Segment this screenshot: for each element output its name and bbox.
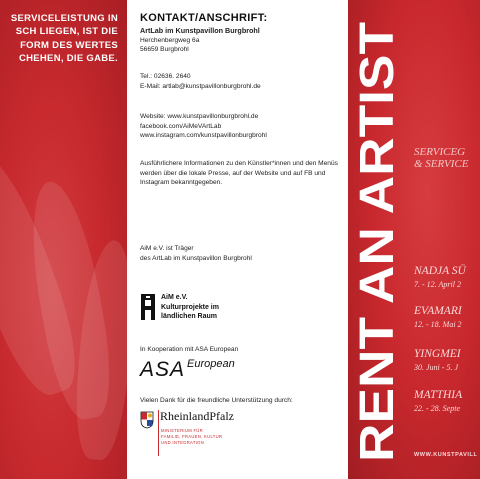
carrier-line: des ArtLab im Kunstpavillon Burgbrohl — [140, 254, 252, 262]
thanks-text: Vielen Dank für die freundliche Unterstützung durch: — [140, 397, 293, 404]
artist-date: 7. - 12. April 2 — [414, 280, 461, 289]
rlp-crest-icon — [140, 411, 154, 429]
contact-lines — [140, 72, 340, 91]
cover-panel — [348, 0, 480, 479]
cover-title — [348, 0, 406, 479]
left-line: SERVICELEISTUNG IN — [10, 13, 118, 24]
asa-logo — [140, 358, 235, 382]
subtitle-line: & SERVICE — [414, 158, 469, 170]
rlp-sub-line: FAMILIE, FRAUEN, KULTUR — [161, 434, 223, 439]
carrier-line: AiM e.V. ist Träger — [140, 245, 194, 252]
left-line: CHEHEN, DIE GABE. — [18, 53, 118, 65]
asa-logo-main: ASA — [140, 358, 186, 381]
subtitle — [414, 146, 468, 170]
artist-name: YINGMEI — [414, 348, 461, 360]
artist-name: MATTHIA — [414, 389, 463, 401]
left-panel — [0, 0, 127, 479]
artist-name: NADJA SÜ — [414, 265, 466, 277]
subtitle-line: SERVICEG — [414, 146, 466, 158]
left-line: FORM DES WERTES — [20, 39, 118, 51]
carrier-text — [140, 244, 340, 263]
left-line: SCH LIEGEN, IST DIE — [15, 26, 118, 38]
street: Herchenbergweg 6a — [140, 36, 200, 44]
artist-date: 12. - 18. Mai 2 — [414, 320, 462, 329]
email-link[interactable]: E-Mail: artlab@kunstpavillonburgbrohl.de — [140, 82, 261, 90]
instagram-link[interactable]: www.instagram.com/kunstpavillonburgbrohl — [140, 132, 267, 140]
aim-logo-line: AiM e.V. — [161, 294, 188, 301]
aim-logo-text — [161, 293, 219, 322]
rlp-divider — [158, 410, 159, 456]
aim-logo-line: Kulturprojekte im — [161, 303, 219, 311]
aim-logo-line: ländlichen Raum — [161, 313, 218, 321]
website-link[interactable]: Website: www.kunstpavillonburgbrohl.de — [140, 113, 259, 120]
info-text: Ausführlichere Informationen zu den Künstler*innen und den Menüs werden über die lokale Presse, auf der Website und auf FB und Instagram bekanntgegeben. — [140, 160, 338, 187]
phone: Tel.: 02636. 2640 — [140, 73, 191, 80]
org-name: ArtLab im Kunstpavillon Burgbrohl — [140, 26, 260, 35]
rlp-logo-name: RheinlandPfalz — [160, 409, 234, 423]
asa-logo-sub: European — [187, 358, 235, 370]
rlp-sub-line: UND INTEGRATION — [161, 440, 205, 445]
artist-date: 30. Juni - 5. J — [414, 363, 458, 372]
cover-website-link[interactable]: WWW.KUNSTPAVILL — [414, 452, 478, 458]
rlp-sub-line: MINISTERIUM FÜR — [161, 428, 203, 433]
rlp-logo-sub — [161, 428, 241, 446]
artist-date: 22. - 28. Septe — [414, 404, 460, 413]
web-links — [140, 112, 340, 141]
cooperation-text: In Kooperation mit ASA European — [140, 346, 239, 353]
facebook-link[interactable]: facebook.com/AiMeVArtLab — [140, 122, 222, 130]
contact-title: KONTAKT/ANSCHRIFT: — [140, 12, 268, 24]
contact-panel — [127, 0, 348, 479]
left-panel-text — [0, 12, 118, 66]
city: 56659 Burgbrohl — [140, 46, 189, 54]
rent-an-artist-title: RENT AN ARTIST — [351, 65, 404, 462]
address-block — [140, 26, 340, 55]
aim-logo-icon — [140, 294, 156, 320]
artist-name: EVAMARI — [414, 305, 462, 317]
